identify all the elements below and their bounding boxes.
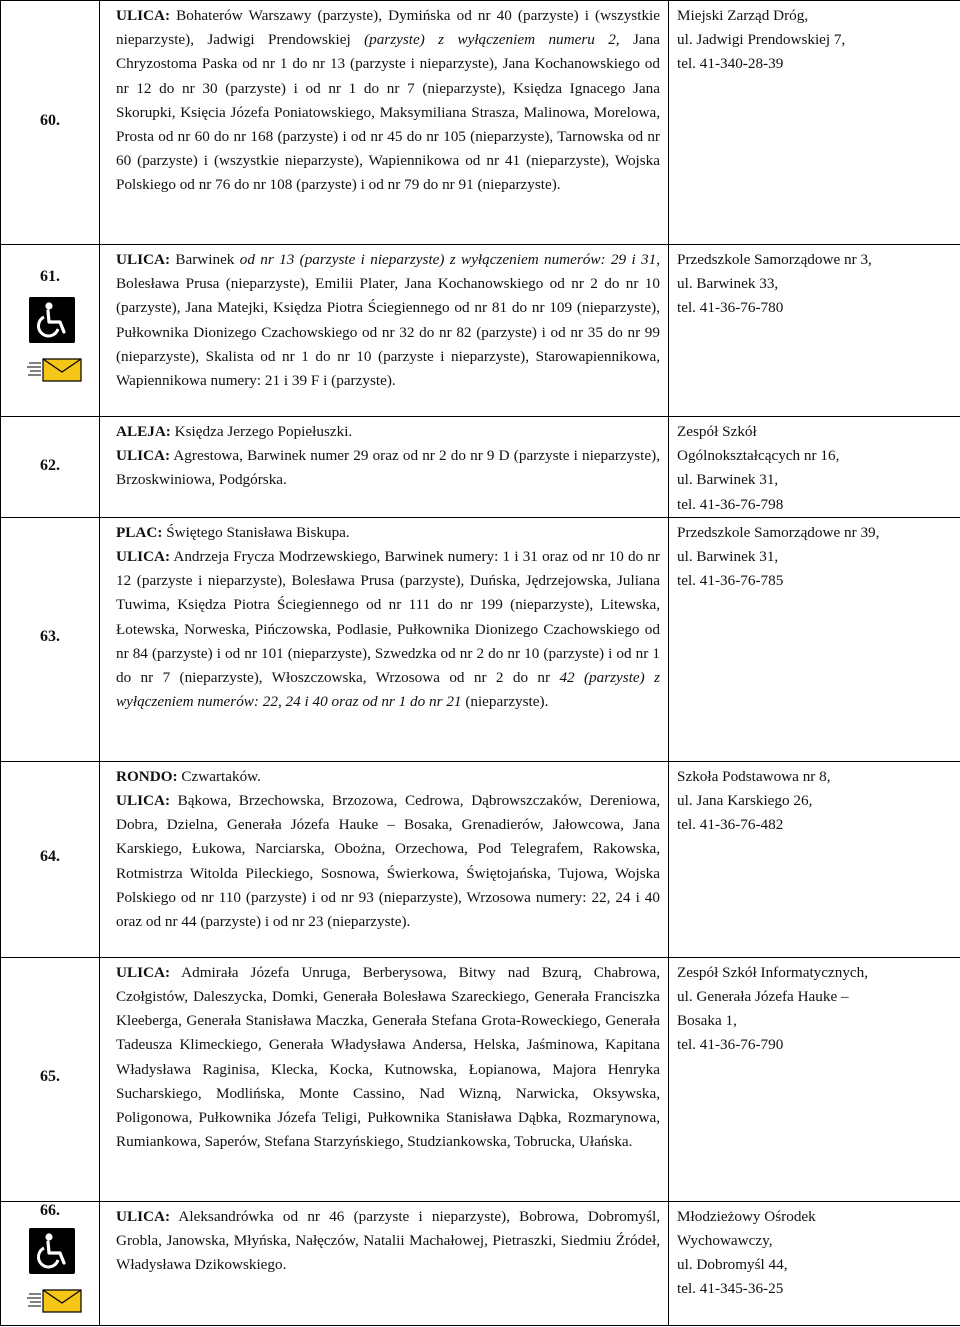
- street-names-text: Bąkowa, Brzechowska, Brzozowa, Cedrowa, Dąbrowszczaków, Dereniowa, Dobra, Dzielna, Generała Józefa Hauke – Bosaka, Grenadierów, Jałowcowa, Jana Karskiego, Łukowa, Narciarska, Obożna, Orzechowa, Pod Telegrafem, Rakowska, Rotmistrza Witolda Pileckiego, Sosnowa, Świerkowa, Świętojańska, Tujowa, Wojska Polskiego od nr 110 (parzyste) i od nr 93 (nieparzyste), Wrzosowa numery: 22, 24 i 40 oraz od nr 44 (parzyste) i od nr 23 (nieparzyste).: [116, 792, 660, 931]
- streets-cell: [100, 761, 669, 957]
- institution-line: Miejski Zarząd Dróg,: [677, 7, 809, 24]
- table-row: [1, 761, 960, 957]
- street-names-text: Bolesława Prusa (nieparzyste), Emilii Plater, Jana Kochanowskiego od nr 2 do nr 10 (parzyste), Jana Matejki, Księdza Piotra Ściegiennego od nr 81 do nr 109 (nieparzyste), Pułkownika Dionizego Czachowskiego od nr 32 do nr 82 (parzyste) i od nr 35 do nr 99 (nieparzyste), Skalista od nr 1 do nr 10 (parzyste i nieparzyste), Starowapiennikowa, Wapiennikowa numery: 21 i 39 F i (parzyste).: [116, 275, 660, 390]
- streets-list: [100, 762, 668, 934]
- street-type-label: ALEJA:: [116, 423, 171, 440]
- institution-line: Wychowawczy,: [677, 1232, 773, 1250]
- institution-line: Zespół Szkół Informatycznych,: [677, 963, 869, 981]
- district-number-cell: [1, 1201, 100, 1325]
- district-number: 62.: [40, 457, 60, 474]
- street-exception-text: (parzyste) z wyłączeniem numeru 2,: [364, 31, 620, 49]
- institution-line: tel. 41-36-76-482: [677, 816, 784, 834]
- institution-cell: [669, 1, 960, 245]
- institution-cell: [669, 1201, 960, 1325]
- street-type-label: ULICA:: [116, 792, 171, 810]
- institution-line: tel. 41-345-36-25: [677, 1280, 784, 1298]
- street-names-text: Jana Chryzostoma Paska od nr 1 do nr 13 (parzyste i nieparzyste), Jana Kochanowskiego od nr 12 do nr 30 (parzyste) i od nr 1 do nr 7 (nieparzyste), Księdza Ignacego Jana Skorupki, Księcia Józefa Poniatowskiego, Maksymiliana Strasza, Malinowa, Morelowa, Prosta od nr 60 do nr 168 (parzyste) i od nr 45 do nr 105 (nieparzyste), Tarnowska od nr 60 (parzyste) i (wszystkie nieparzyste), Wapiennikowa od nr 41 (nieparzyste), Wojska Polskiego od nr 76 do nr 108 (parzyste) i od nr 79 do nr 91 (nieparzyste).: [116, 31, 660, 194]
- streets-cell: [100, 1, 669, 245]
- street-names-text: Agrestowa, Barwinek numer 29 oraz od nr 2 do nr 9 D (parzyste i nieparzyste), Brzoskwiniowa, Podgórska.: [116, 447, 660, 489]
- district-number: 63.: [40, 627, 60, 645]
- institution-line: Zespół Szkół: [677, 423, 757, 440]
- streets-cell: [100, 245, 669, 417]
- institution-line: Szkoła Podstawowa nr 8,: [677, 767, 831, 785]
- street-type-label: ULICA:: [116, 251, 171, 268]
- institution-info: [669, 518, 960, 594]
- district-number-cell: [1, 761, 100, 957]
- institution-line: tel. 41-340-28-39: [677, 55, 784, 73]
- street-paragraph: [116, 4, 660, 198]
- mail-envelope-icon: [27, 355, 83, 383]
- institution-info: [669, 762, 960, 838]
- institution-info: [669, 958, 960, 1058]
- streets-cell: [100, 957, 669, 1201]
- institution-line: ul. Barwinek 33,: [677, 275, 779, 293]
- institution-line: ul. Barwinek 31,: [677, 471, 779, 489]
- table-row: [1, 957, 960, 1201]
- institution-line: tel. 41-36-76-780: [677, 299, 784, 317]
- institution-cell: [669, 245, 960, 417]
- district-number-cell: [1, 517, 100, 761]
- table-row: [1, 417, 960, 518]
- wheelchair-access-icon: [29, 1228, 75, 1274]
- institution-info: [669, 245, 960, 321]
- street-type-label: ULICA:: [116, 1207, 171, 1225]
- district-number: 60.: [40, 112, 60, 129]
- street-names-text: Księdza Jerzego Popiełuszki.: [170, 423, 353, 440]
- table-row: [1, 1201, 960, 1325]
- street-paragraph: [116, 961, 660, 1155]
- institution-line: ul. Generała Józefa Hauke –: [677, 988, 849, 1006]
- street-paragraph: [116, 248, 660, 393]
- institution-cell: [669, 517, 960, 761]
- streets-list: [100, 958, 668, 1155]
- institution-line: tel. 41-36-76-785: [677, 572, 784, 590]
- street-names-text: Czwartaków.: [177, 767, 261, 785]
- district-number-cell: [1, 1, 100, 245]
- street-type-label: RONDO:: [116, 767, 178, 785]
- district-number-cell: [1, 245, 100, 417]
- institution-info: [669, 1, 960, 77]
- streets-cell: [100, 517, 669, 761]
- street-paragraph: [116, 765, 660, 789]
- street-type-label: PLAC:: [116, 523, 163, 541]
- districts-table-body: [1, 1, 960, 1326]
- street-type-label: ULICA:: [116, 548, 171, 566]
- streets-list: [100, 245, 668, 393]
- wheelchair-access-icon: [29, 297, 75, 343]
- street-type-label: ULICA:: [116, 447, 171, 465]
- institution-line: ul. Dobromyśl 44,: [677, 1256, 788, 1274]
- institution-cell: [669, 761, 960, 957]
- street-paragraph: [116, 521, 660, 545]
- street-paragraph: [116, 420, 660, 444]
- street-names-text: Andrzeja Frycza Modrzewskiego, Barwinek numery: 1 i 31 oraz od nr 10 do nr 12 (parzyste i nieparzyste), Bolesława Prusa (parzyste), Duńska, Jędrzejowska, Juliana Tuwima, Księdza Piotra Ściegiennego od nr 111 do nr 199 (nieparzyste), Litewska, Łotewska, Norweska, Pińczowska, Podlasie, Pułkownika Dionizego Czachowskiego od nr 84 (parzyste) i od nr 101 (nieparzyste), Szwedzka od nr 2 do nr 10 (parzyste) i od nr 1 do nr 7 (nieparzyste), Włoszczowska, Wrzosowa od nr 2 do nr: [116, 548, 660, 687]
- district-number-cell: [1, 417, 100, 518]
- mail-envelope-icon: [27, 1286, 83, 1314]
- district-number: 65.: [40, 1067, 60, 1085]
- table-row: [1, 517, 960, 761]
- institution-cell: [669, 417, 960, 518]
- district-number: 66.: [40, 1201, 60, 1219]
- street-paragraph: [116, 545, 660, 714]
- street-names-text: Barwinek: [170, 251, 240, 268]
- street-exception-text: od nr 13 (parzyste i nieparzyste) z wyłączeniem numerów: 29 i 31,: [239, 251, 661, 268]
- institution-line: Przedszkole Samorządowe nr 39,: [677, 523, 880, 541]
- street-paragraph: [116, 789, 660, 934]
- institution-line: Przedszkole Samorządowe nr 3,: [677, 251, 872, 268]
- institution-line: ul. Jana Karskiego 26,: [677, 792, 813, 810]
- streets-list: [100, 417, 668, 493]
- table-row: [1, 1, 960, 245]
- institution-line: ul. Barwinek 31,: [677, 548, 779, 566]
- district-number: 64.: [40, 847, 60, 865]
- street-names-text: Admirała Józefa Unruga, Berberysowa, Bitwy nad Bzurą, Chabrowa, Czołgistów, Daleszycka, Domki, Generała Bolesława Szareckiego, Generała Franciszka Kleeberga, Generała Stanisława Maczka, Generała Stefana Grota-Roweckiego, Generała Tadeusza Klimeckiego, Generała Władysława Andersa, Helska, Jaśminowa, Kapitana Władysława Raginisa, Klecka, Kocka, Kutnowska, Łopianowa, Majora Henryka Sucharskiego, Modlińska, Monte Cassino, Nad Wizną, Narwicka, Oksywska, Poligonowa, Pułkownika Józefa Teligi, Pułkownika Stanisława Dąbka, Rozmarynowa, Rumiankowa, Saperów, Stefana Starzyńskiego, Studziankowska, Tobrucka, Ułańska.: [116, 963, 660, 1151]
- street-names-text: Aleksandrówka od nr 46 (parzyste i nieparzyste), Bobrowa, Dobromyśl, Grobla, Janowska, Młyńska, Nałęczów, Natalii Machałowej, Pietraszki, Siedmiu Źródeł, Władysława Dzikowskiego.: [116, 1207, 660, 1274]
- streets-cell: [100, 1201, 669, 1325]
- institution-line: ul. Jadwigi Prendowskiej 7,: [677, 31, 846, 49]
- district-number-cell: [1, 957, 100, 1201]
- street-exception-text: 42 (parzyste) z wyłączeniem numerów: 22, 24 i 40 oraz od nr 1 do nr 21: [116, 669, 660, 711]
- street-paragraph: [116, 444, 660, 492]
- streets-list: [100, 1, 668, 198]
- institution-line: Ogólnokształcących nr 16,: [677, 447, 840, 465]
- street-paragraph: [116, 1205, 660, 1278]
- streets-list: [100, 1202, 668, 1278]
- institution-info: [669, 1202, 960, 1302]
- table-row: [1, 245, 960, 417]
- institution-line: tel. 41-36-76-790: [677, 1036, 784, 1054]
- institution-line: tel. 41-36-76-798: [677, 495, 784, 513]
- streets-list: [100, 518, 668, 715]
- institution-cell: [669, 957, 960, 1201]
- street-type-label: ULICA:: [116, 7, 171, 24]
- street-names-text: Świętego Stanisława Biskupa.: [162, 523, 350, 541]
- institution-line: Bosaka 1,: [677, 1012, 737, 1030]
- street-names-text: Bohaterów Warszawy (parzyste), Dymińska od nr 40 (parzyste) i (wszystkie nieparzyste), Jadwigi Prendowskiej: [116, 7, 660, 49]
- streets-cell: [100, 417, 669, 518]
- district-number: 61.: [40, 268, 60, 285]
- street-names-text: (nieparzyste).: [461, 693, 549, 711]
- street-type-label: ULICA:: [116, 963, 171, 981]
- institution-line: Młodzieżowy Ośrodek: [677, 1207, 816, 1225]
- institution-info: [669, 417, 960, 517]
